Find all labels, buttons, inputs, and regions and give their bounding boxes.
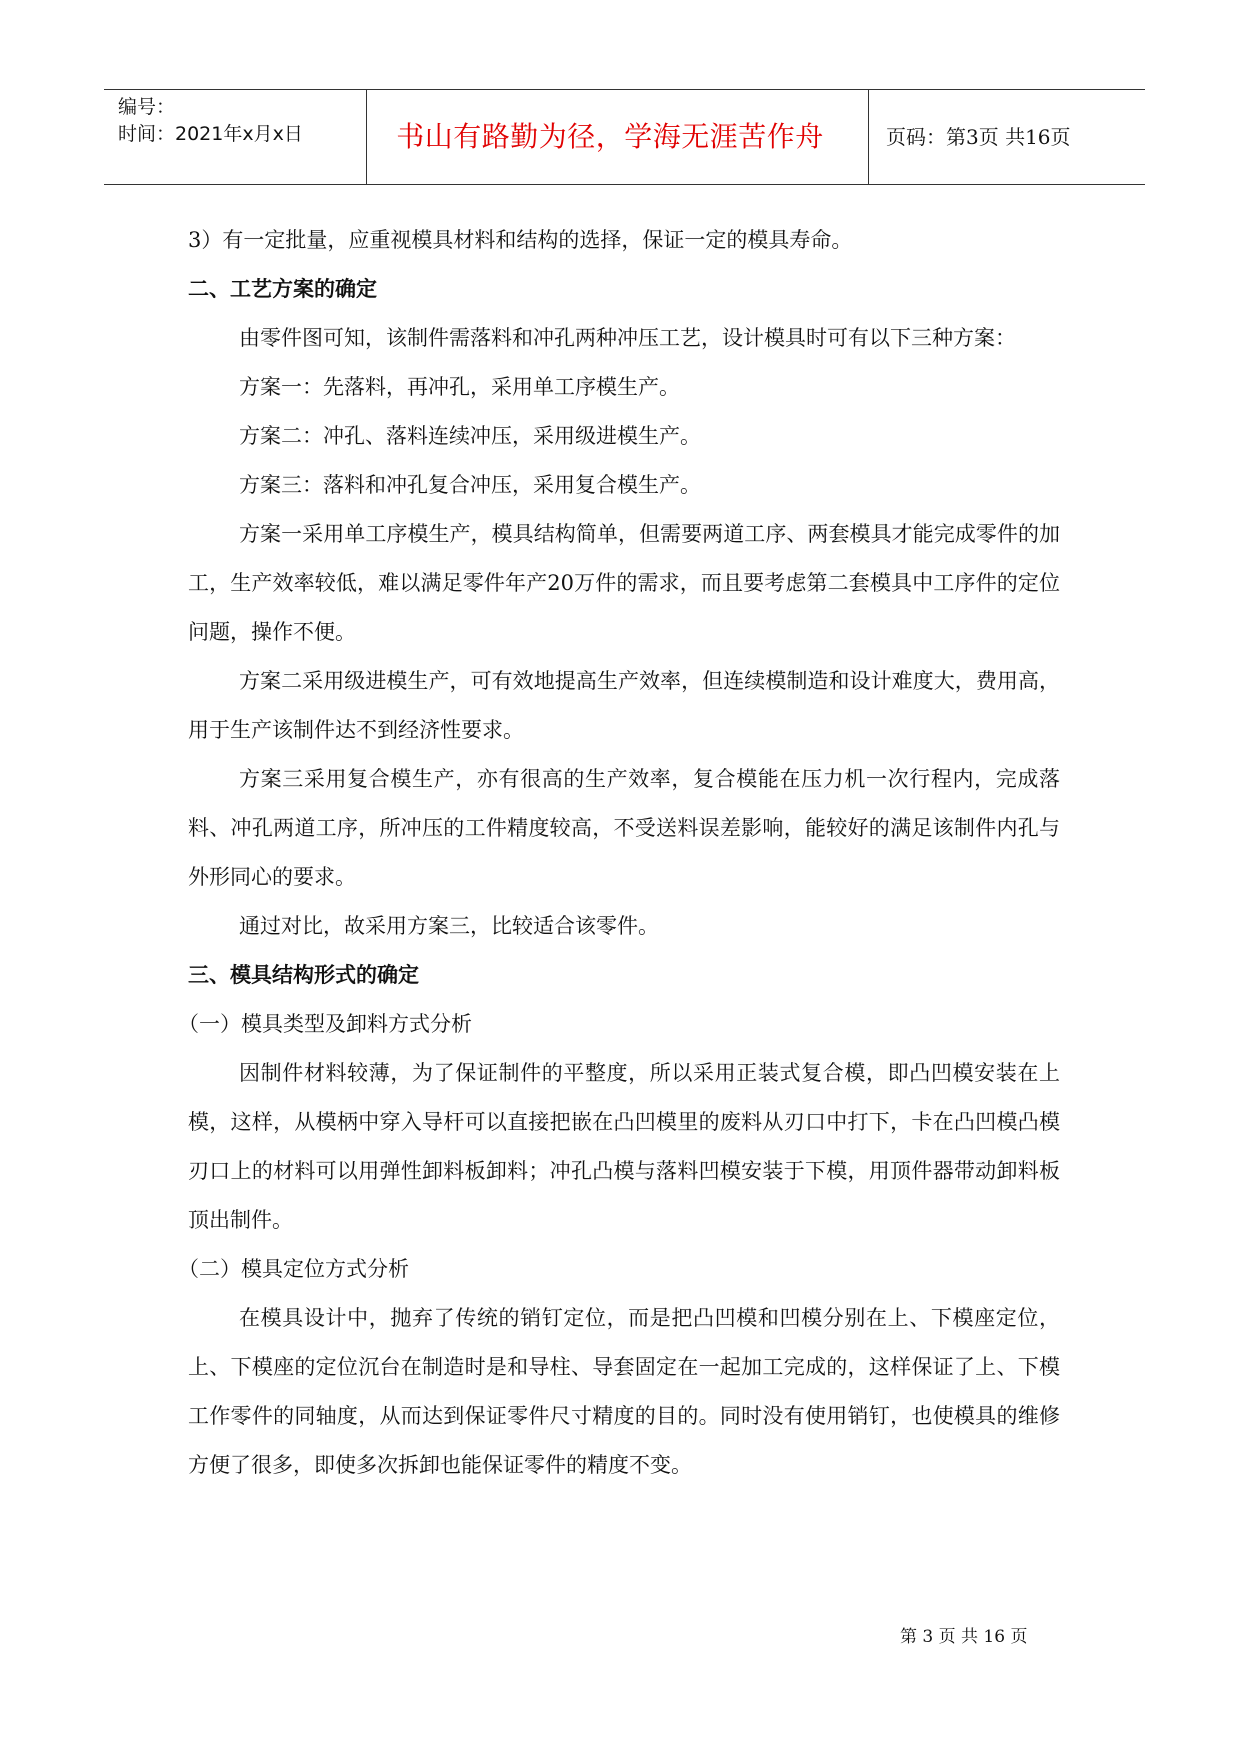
subsection-heading: （二）模具定位方式分析	[178, 1257, 409, 1281]
header-meta	[118, 90, 368, 184]
section-heading: 三、模具结构形式的确定	[188, 963, 419, 987]
header-motto: 书山有路勤为径，学海无涯苦作舟	[396, 120, 824, 153]
paragraph: 方案二采用级进模生产，可有效地提高生产效率，但连续模制造和设计难度大，费用高，用于生产该制件达不到经济性要求。	[188, 669, 1060, 742]
paragraph: 在模具设计中，抛弃了传统的销钉定位，而是把凸凹模和凹模分别在上、下模座定位，上、下模座的定位沉台在制造时是和导柱、导套固定在一起加工完成的，这样保证了上、下模工作零件的同轴度，从而达到保证零件尺寸精度的目的。同时没有使用销钉，也使模具的维修方便了很多，即使多次拆卸也能保证零件的精度不变。	[188, 1306, 1060, 1477]
page-footer-number: 第 3 页 共 16 页	[900, 1627, 1028, 1647]
paragraph: 由零件图可知，该制件需落料和冲孔两种冲压工艺，设计模具时可有以下三种方案：	[239, 326, 1016, 350]
paragraph: 因制件材料较薄，为了保证制件的平整度，所以采用正装式复合模，即凸凹模安装在上模，这样，从模柄中穿入导杆可以直接把嵌在凸凹模里的废料从刃口中打下，卡在凸凹模凸模刃口上的材料可以用弹性卸料板卸料；冲孔凸模与落料凹模安装于下模，用顶件器带动卸料板顶出制件。	[188, 1061, 1060, 1232]
paragraph: 方案三采用复合模生产，亦有很高的生产效率，复合模能在压力机一次行程内，完成落料、冲孔两道工序，所冲压的工件精度较高，不受送料误差影响，能较好的满足该制件内孔与外形同心的要求。	[188, 767, 1060, 889]
paragraph: 方案三：落料和冲孔复合冲压，采用复合模生产。	[239, 473, 701, 497]
document-number-label: 编号：	[118, 96, 176, 118]
section-heading: 二、工艺方案的确定	[188, 277, 377, 301]
header-divider-left	[366, 90, 367, 184]
document-body	[178, 216, 1060, 1490]
page-header	[104, 89, 1145, 185]
header-divider-right	[868, 90, 869, 184]
paragraph: 方案一采用单工序模生产，模具结构简单，但需要两道工序、两套模具才能完成零件的加工，生产效率较低，难以满足零件年产20万件的需求，而且要考虑第二套模具中工序件的定位问题，操作不便。	[188, 522, 1060, 644]
header-page-info: 页码：第3页 共16页	[886, 125, 1071, 149]
paragraph: 3）有一定批量，应重视模具材料和结构的选择，保证一定的模具寿命。	[188, 228, 853, 252]
subsection-heading: （一）模具类型及卸料方式分析	[178, 1012, 472, 1036]
paragraph: 方案一：先落料，再冲孔，采用单工序模生产。	[239, 375, 680, 399]
paragraph: 通过对比，故采用方案三，比较适合该零件。	[239, 914, 659, 938]
document-date: 时间：2021年x月x日	[118, 123, 303, 145]
paragraph: 方案二：冲孔、落料连续冲压，采用级进模生产。	[239, 424, 701, 448]
header-motto-cell	[370, 90, 850, 184]
